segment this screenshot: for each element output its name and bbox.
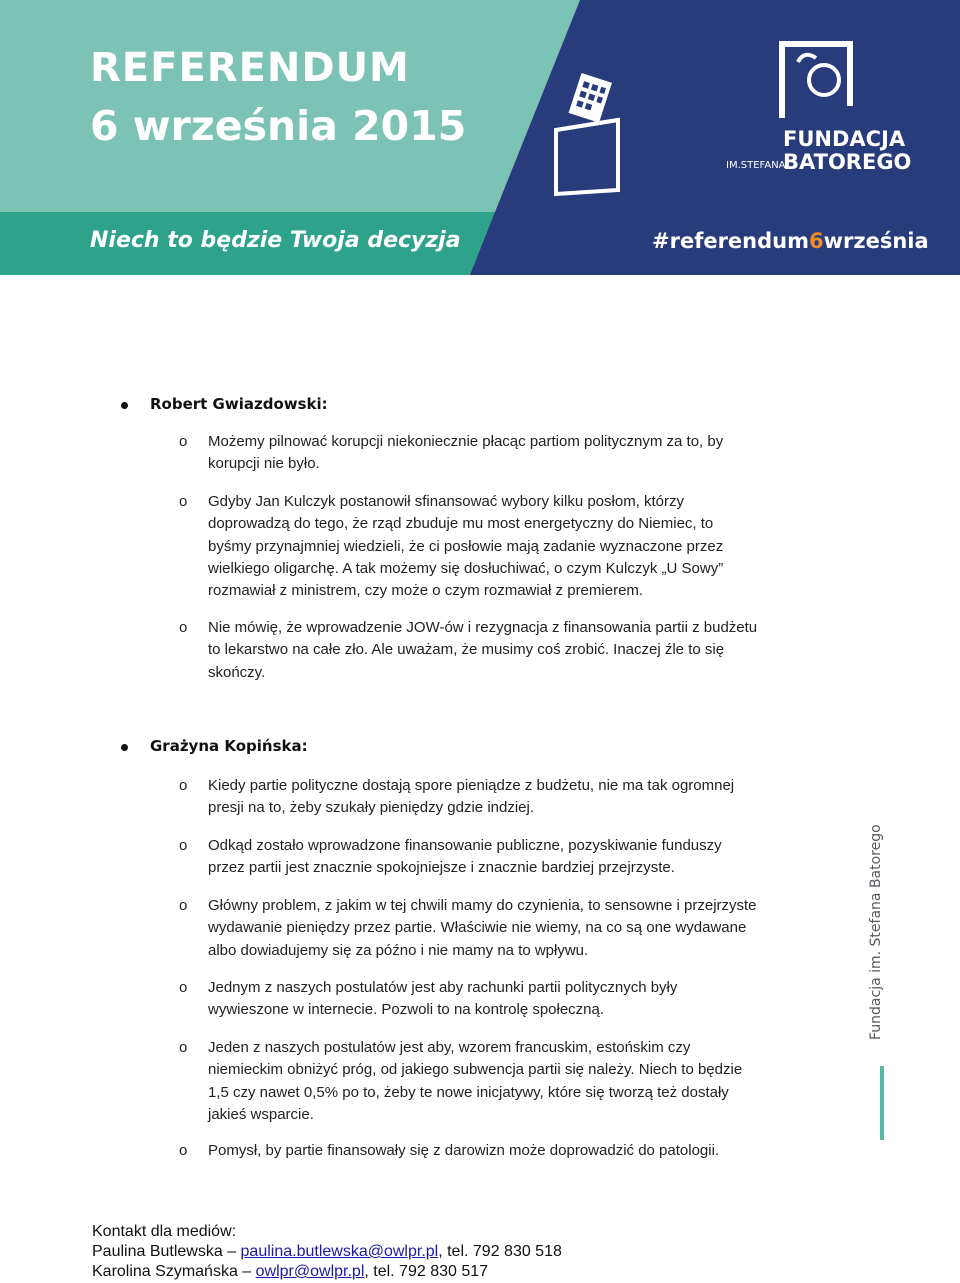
list-item-line: skończy.	[208, 663, 266, 681]
list-item-line: 1,5 czy nawet 0,5% po to, żeby te nowe inicjatywy, które się tworzą też dostały	[208, 1083, 729, 1101]
list-item	[208, 431, 808, 476]
list-item	[208, 977, 808, 1022]
sub-bullet-marker: o	[179, 433, 188, 450]
list-item-line: byśmy przynajmniej wiedzieli, że ci posłowie mają zadanie wyznaczone przez	[208, 537, 724, 555]
sub-bullet-marker: o	[179, 619, 188, 636]
fundacja-logo-icon	[776, 40, 856, 120]
side-accent-bar	[880, 1066, 884, 1140]
list-item-line: Odkąd zostało wprowadzone finansowanie publiczne, pozyskiwanie funduszy	[208, 837, 722, 854]
contact-name: Paulina Butlewska –	[92, 1243, 241, 1260]
contact-email-link[interactable]: paulina.butlewska@owlpr.pl	[240, 1243, 439, 1260]
contact-line-2	[92, 1262, 562, 1282]
list-item-line: rozmawiał z ministrem, czy może o czym rozmawiał z premierem.	[208, 582, 644, 600]
list-item	[208, 1037, 808, 1126]
contact-name: Karolina Szymańska –	[92, 1263, 256, 1280]
list-item-line: to lekarstwo na całe zło. Ale uważam, że musimy coś zrobić. Inaczej źle to się	[208, 641, 725, 659]
hashtag-prefix: #referendum	[652, 229, 809, 253]
list-item-line: Pomysł, by partie finansowały się z darowizn może doprowadzić do patologii.	[208, 1142, 720, 1159]
contact-phone: , tel. 792 830 517	[364, 1263, 489, 1280]
contact-phone: , tel. 792 830 518	[438, 1243, 562, 1260]
list-item-line: Możemy pilnować korupcji niekoniecznie płacąc partiom politycznym za to, by	[208, 433, 724, 450]
sub-bullet-marker: o	[179, 837, 188, 854]
list-item-line: wielkiego oligarchę. A tak możemy się dosłuchiwać, o czym Kulczyk „U Sowy”	[208, 559, 724, 577]
fundacja-prefix: IM.STEFANA	[726, 160, 786, 171]
header-banner	[0, 0, 960, 275]
list-item-line: Jeden z naszych postulatów jest aby, wzorem francuskim, estońskim czy	[208, 1039, 691, 1056]
sub-bullet-marker: o	[179, 979, 188, 996]
fundacja-line1: FUNDACJA	[783, 127, 906, 151]
sub-bullet-marker: o	[179, 1142, 188, 1159]
list-item-line: doprowadzą do tego, że rząd zbuduje mu most energetyczny do Niemiec, to	[208, 515, 714, 533]
list-item	[208, 895, 808, 962]
hashtag-suffix: września	[823, 229, 929, 253]
list-item	[208, 775, 808, 820]
speaker-name: Robert Gwiazdowski:	[150, 395, 328, 413]
contact-line-1	[92, 1242, 562, 1262]
contact-email-link[interactable]: owlpr@owlpr.pl	[255, 1263, 365, 1280]
sub-bullet-marker: o	[179, 1039, 188, 1056]
list-item-line: wywieszone w internecie. Pozwoli to na kontrolę społeczną.	[208, 1001, 605, 1019]
list-item-line: niemieckim obniżyć próg, od jakiego subwencja partii się należy. Niech to będzie	[208, 1061, 743, 1079]
banner-date: 6 września 2015	[90, 102, 467, 150]
media-contact	[92, 1222, 562, 1282]
banner-title: REFERENDUM	[90, 45, 410, 91]
list-item-line: albo dowiadujemy się za późno i nie mamy na to wpływu.	[208, 941, 589, 959]
list-item-line: przez partii jest znacznie spokojniejsze i znacznie bardziej przejrzyste.	[208, 859, 675, 877]
banner-hashtag	[652, 229, 929, 253]
list-item-line: wydawanie pieniędzy przez partie. Właściwie nie wiemy, na co są one wydawane	[208, 919, 747, 937]
banner-slogan: Niech to będzie Twoja decyzja	[90, 228, 461, 253]
list-item-line: Gdyby Jan Kulczyk postanowił sfinansować wybory kilku posłom, którzy	[208, 493, 685, 510]
bullet-dot	[121, 402, 128, 409]
fundacja-line2: BATOREGO	[783, 150, 912, 174]
list-item	[208, 491, 808, 602]
contact-heading: Kontakt dla mediów:	[92, 1223, 237, 1240]
list-item	[208, 617, 808, 684]
list-item	[208, 835, 808, 880]
list-item	[208, 1140, 808, 1162]
list-item-line: Kiedy partie polityczne dostają spore pieniądze z budżetu, nie ma tak ogromnej	[208, 777, 735, 794]
list-item-line: jakieś wsparcie.	[208, 1105, 314, 1123]
ballot-box-icon	[552, 72, 622, 197]
sub-bullet-marker: o	[179, 777, 188, 794]
hashtag-six: 6	[809, 229, 824, 253]
bullet-dot	[121, 744, 128, 751]
list-item-line: presji na to, żeby szukały pieniędzy gdzie indziej.	[208, 799, 535, 817]
list-item-line: Główny problem, z jakim w tej chwili mamy do czynienia, to sensowne i przejrzyste	[208, 897, 757, 914]
sub-bullet-marker: o	[179, 897, 188, 914]
list-item-line: Nie mówię, że wprowadzenie JOW-ów i rezygnacja z finansowania partii z budżetu	[208, 619, 758, 636]
speaker-name: Grażyna Kopińska:	[150, 737, 308, 755]
list-item-line: Jednym z naszych postulatów jest aby rachunki partii politycznych były	[208, 979, 678, 996]
fundacja-name	[783, 128, 911, 174]
side-vertical-label: Fundacja im. Stefana Batorego	[868, 824, 884, 1040]
sub-bullet-marker: o	[179, 493, 188, 510]
list-item-line: korupcji nie było.	[208, 455, 320, 473]
